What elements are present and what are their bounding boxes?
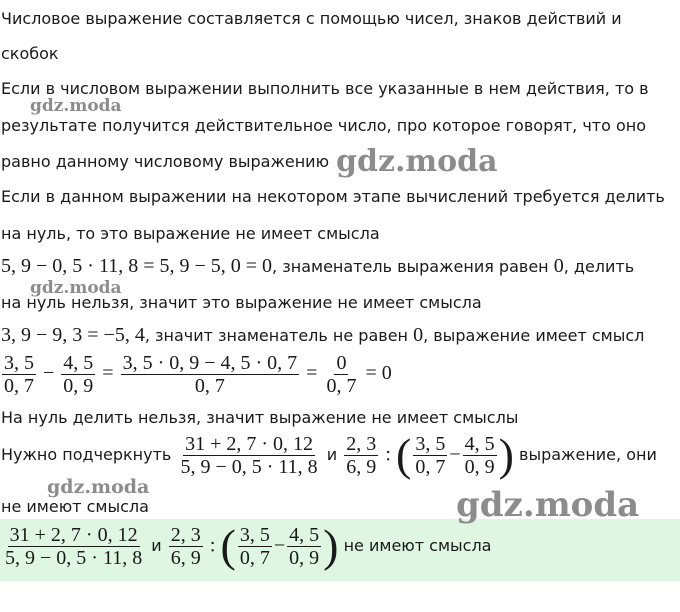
zero-value: 0	[553, 255, 564, 277]
left-paren: (	[220, 520, 236, 571]
text-line-5: равно данному числовому выражению	[1, 152, 330, 171]
text-line-14: не имеют смысла	[1, 497, 149, 516]
text-segment: и	[151, 536, 162, 555]
fraction: $\frac{31 + 2, 7 \cdot 0, 12}{5, 9 - 0, 5 \cdot 11, 8}$	[180, 432, 318, 478]
minus-sign: −	[273, 534, 286, 557]
text-segment: Нужно подчеркнуть	[1, 445, 177, 464]
text-line-12: На нуль делить нельзя, значит выражение не имеет смыслы	[1, 408, 519, 427]
watermark-logo: gdz.moda	[30, 278, 122, 298]
fraction: $\frac{0}{0, 7}$	[326, 352, 357, 397]
right-paren: )	[498, 429, 514, 480]
text-segment: выражение, они	[519, 445, 657, 464]
colon-sign: :	[209, 534, 216, 557]
zero-value: 0	[413, 324, 424, 346]
text-line-2: скобок	[1, 44, 59, 63]
watermark-logo: gdz.moda	[47, 476, 150, 498]
text-segment: не имеют смысла	[343, 536, 492, 555]
colon-sign: :	[385, 443, 391, 466]
text-line-6: Если в данном выражении на некотором этапе вычислений требуется делить	[1, 187, 665, 206]
equals-sign: =	[306, 362, 318, 385]
left-paren: (	[396, 429, 412, 480]
fraction: $\frac{4, 5}{0, 9}$	[63, 352, 94, 397]
text-line-9: на нуль нельзя, значит это выражение не имеет смысла	[1, 293, 482, 312]
equals-zero: = 0	[365, 362, 392, 385]
text-segment: и	[326, 445, 338, 464]
answer-line	[1, 520, 492, 571]
minus-sign: −	[43, 362, 55, 385]
text-line-3: Если в числовом выражении выполнить все указанные в нем действия, то в	[1, 79, 649, 98]
equation-2: 3, 9 − 9, 3 = −5, 4	[1, 324, 145, 346]
text-line-10	[1, 325, 644, 346]
fraction-equation	[0, 352, 392, 397]
fraction: $\frac{3, 5}{0, 7}$	[239, 523, 270, 569]
text-line-7: на нуль, то это выражение не имеет смысла	[1, 224, 380, 243]
fraction: $\frac{2, 3}{6, 9}$	[170, 523, 201, 569]
fraction: $\frac{31 + 2, 7 \cdot 0, 12}{5, 9 - 0, 5 \cdot 11, 8}$	[5, 523, 143, 569]
fraction: $\frac{3, 5}{0, 7}$	[4, 352, 34, 397]
text-line-13	[1, 429, 657, 480]
text-line-8	[1, 256, 634, 277]
text-segment: , знаменатель выражения равен	[272, 257, 554, 276]
fraction: $\frac{4, 5}{0, 9}$	[289, 523, 320, 569]
text-segment: , делить	[563, 257, 635, 276]
text-line-4: результате получится действительное число, про которое говорят, что оно	[1, 116, 647, 135]
text-segment: , значит знаменатель не равен	[144, 326, 414, 345]
watermark-logo: gdz.moda	[30, 96, 122, 116]
equation-1: 5, 9 − 0, 5 · 11, 8 = 5, 9 − 5, 0 = 0	[1, 255, 273, 277]
fraction: $\frac{2, 3}{6, 9}$	[346, 432, 377, 478]
watermark-logo: gdz.moda	[336, 144, 498, 179]
fraction: $\frac{3, 5 \cdot 0, 9 - 4, 5 \cdot 0, 7}{0, 7}$	[122, 352, 298, 397]
text-segment: , выражение имеет смысл	[423, 326, 645, 345]
fraction: $\frac{3, 5}{0, 7}$	[415, 432, 446, 478]
right-paren: )	[323, 520, 339, 571]
watermark-logo: gdz.moda	[456, 485, 640, 525]
equals-sign: =	[102, 362, 114, 385]
minus-sign: −	[449, 443, 461, 466]
fraction: $\frac{4, 5}{0, 9}$	[464, 432, 495, 478]
text-line-1: Числовое выражение составляется с помощью чисел, знаков действий и	[1, 9, 622, 28]
